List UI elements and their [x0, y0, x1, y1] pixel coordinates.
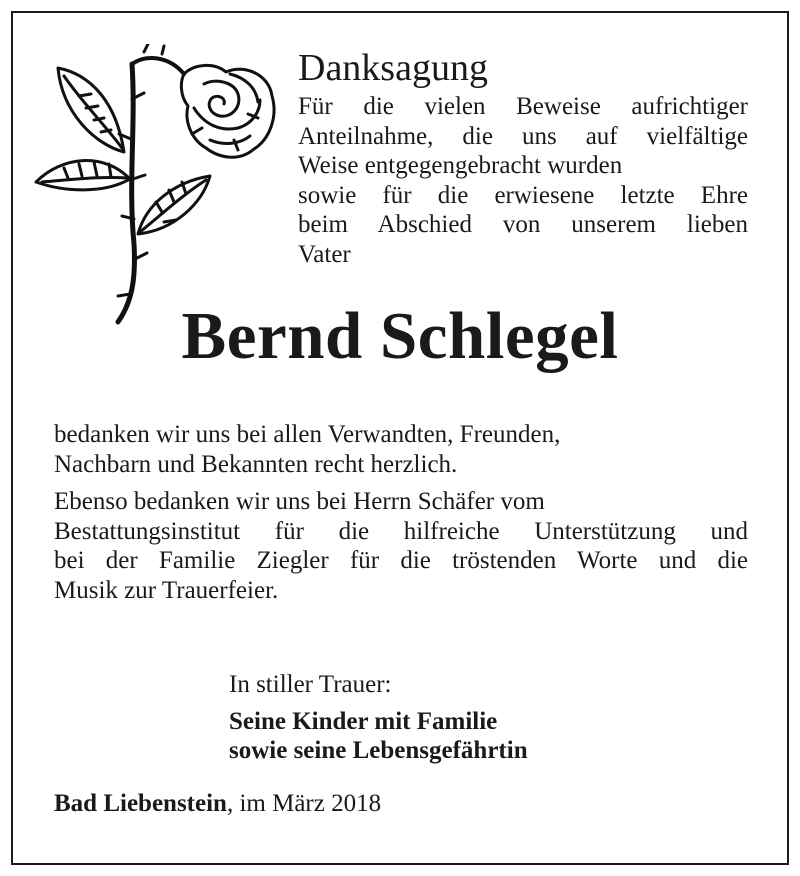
body-line: Bestattungsinstitut für die hilfreiche Unterstützung und	[54, 517, 748, 545]
body-line: Musik zur Trauerfeier.	[54, 576, 279, 604]
intro-line: sowie für die erwiesene letzte Ehre	[298, 181, 748, 209]
rose-icon	[34, 44, 284, 329]
signature-line: sowie seine Lebensgefährtin	[229, 737, 528, 764]
body-line: bedanken wir uns bei allen Verwandten, Freunden,	[54, 421, 561, 448]
intro-line: Anteilnahme, die uns auf vielfältige	[298, 122, 748, 150]
signature-block	[229, 670, 528, 766]
intro-line: Vater	[298, 240, 351, 268]
place-date-text: , im März 2018	[226, 790, 382, 817]
body-line: Ebenso bedanken wir uns bei Herrn Schäfer vom	[54, 488, 545, 515]
page-title: Danksagung	[298, 47, 488, 89]
signature-intro: In stiller Trauer:	[229, 671, 392, 698]
place-date	[54, 789, 381, 819]
intro-line: beim Abschied von unserem lieben	[298, 211, 748, 238]
thanks-paragraph	[54, 420, 748, 479]
intro-line: Weise entgegengebracht wurden	[298, 152, 623, 179]
body-line: bei der Familie Ziegler für die tröstenden Worte und die	[54, 547, 748, 574]
signature-line: Seine Kinder mit Familie	[229, 707, 498, 735]
intro-line: Für die vielen Beweise aufrichtiger	[298, 93, 748, 120]
thanks-paragraph-2	[54, 487, 748, 605]
intro-block	[298, 46, 748, 269]
place-city: Bad Liebenstein	[54, 790, 227, 817]
body-line: Nachbarn und Bekannten recht herzlich.	[54, 450, 458, 478]
deceased-name: Bernd Schlegel	[181, 299, 619, 373]
